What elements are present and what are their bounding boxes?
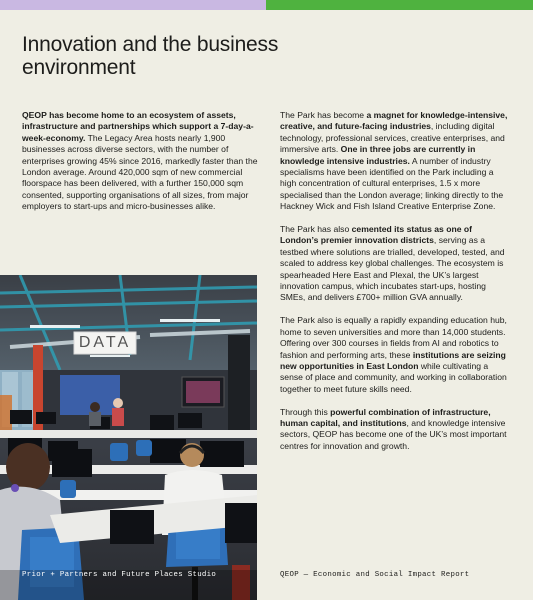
photo-credit: Prior + Partners and Future Places Studio [22, 571, 217, 579]
bold-run: a magnet for knowledge-intensive, creative, and future-facing industries [280, 110, 508, 132]
classroom-photo [0, 275, 257, 600]
text-run: , serving as a testbed where solutions are trialled, developed, tested, and scaled to address key global challenges. The ecosystem is spearheaded Here East and Plexal, the UK’s largest innovation campus, which incubates start-ups, hosting SMEs, and delivers £700+ million GVA annually. [280, 235, 505, 303]
bold-run: cemented its status as one of London’s premier innovation districts [280, 224, 473, 246]
left-column [22, 110, 258, 213]
text-run: The Park has become [280, 110, 367, 120]
text-run: A number of industry specialisms have been identified on the Park including a high concentration of cultural enterprises, 1.5 x more specialised than the London average; linking directly to the Hackney Wick and Fish Island Creative Enterprise Zone. [280, 155, 504, 212]
bold-run: One in three jobs are currently in knowledge intensive industries. [280, 144, 476, 166]
right-paragraph-2 [280, 224, 512, 304]
top-bar-green [266, 0, 533, 10]
right-paragraph-4 [280, 407, 512, 453]
text-run: , including digital technology, professional services, creative enterprises, and immersive arts. [280, 121, 505, 155]
text-run: Through this [280, 406, 331, 417]
top-color-bar [0, 0, 533, 10]
bold-run: institutions are seizing new opportunities in East London [280, 349, 506, 371]
data-sign-label: DATA [78, 334, 132, 351]
text-run: The Park also is equally a rapidly expanding education hub, home to seven universities and more than 14,000 students. Offering over 300 courses in fields from AI and robotics to fashion and performing arts, these [280, 315, 507, 360]
left-paragraph-1 [22, 110, 258, 213]
bold-run: QEOP has become home to an ecosystem of assets, infrastructure and partnerships which support a 7-day-a-week-economy. [22, 110, 254, 143]
right-paragraph-3 [280, 315, 512, 395]
right-paragraph-1 [280, 110, 512, 213]
bold-run: powerful combination of infrastructure, human capital, and institutions [280, 406, 491, 428]
text-run: The Legacy Area hosts nearly 1,900 businesses across diverse sectors, with the number of enterprises growing 45% since 2016, markedly faster than the London average. Around 420,000 sqm of new commercial floorspace has been delivered, with a further 150,000 sqm consented, supporting organisations of all sizes, from major employers to start-ups and micro-businesses alike. [22, 132, 258, 212]
report-footer: QEOP — Economic and Social Impact Report [280, 571, 470, 579]
text-run: while cultivating a sense of place and community, and working in collaboration together to meet future skills need. [280, 360, 507, 394]
page-title: Innovation and the business environment [22, 33, 279, 79]
text-run: , and knowledge intensive sectors, QEOP has become one of the UK’s most important centres for innovation and growth. [280, 417, 507, 451]
top-bar-purple [0, 0, 266, 10]
text-run: The Park has also [280, 224, 352, 235]
right-column [280, 110, 512, 464]
